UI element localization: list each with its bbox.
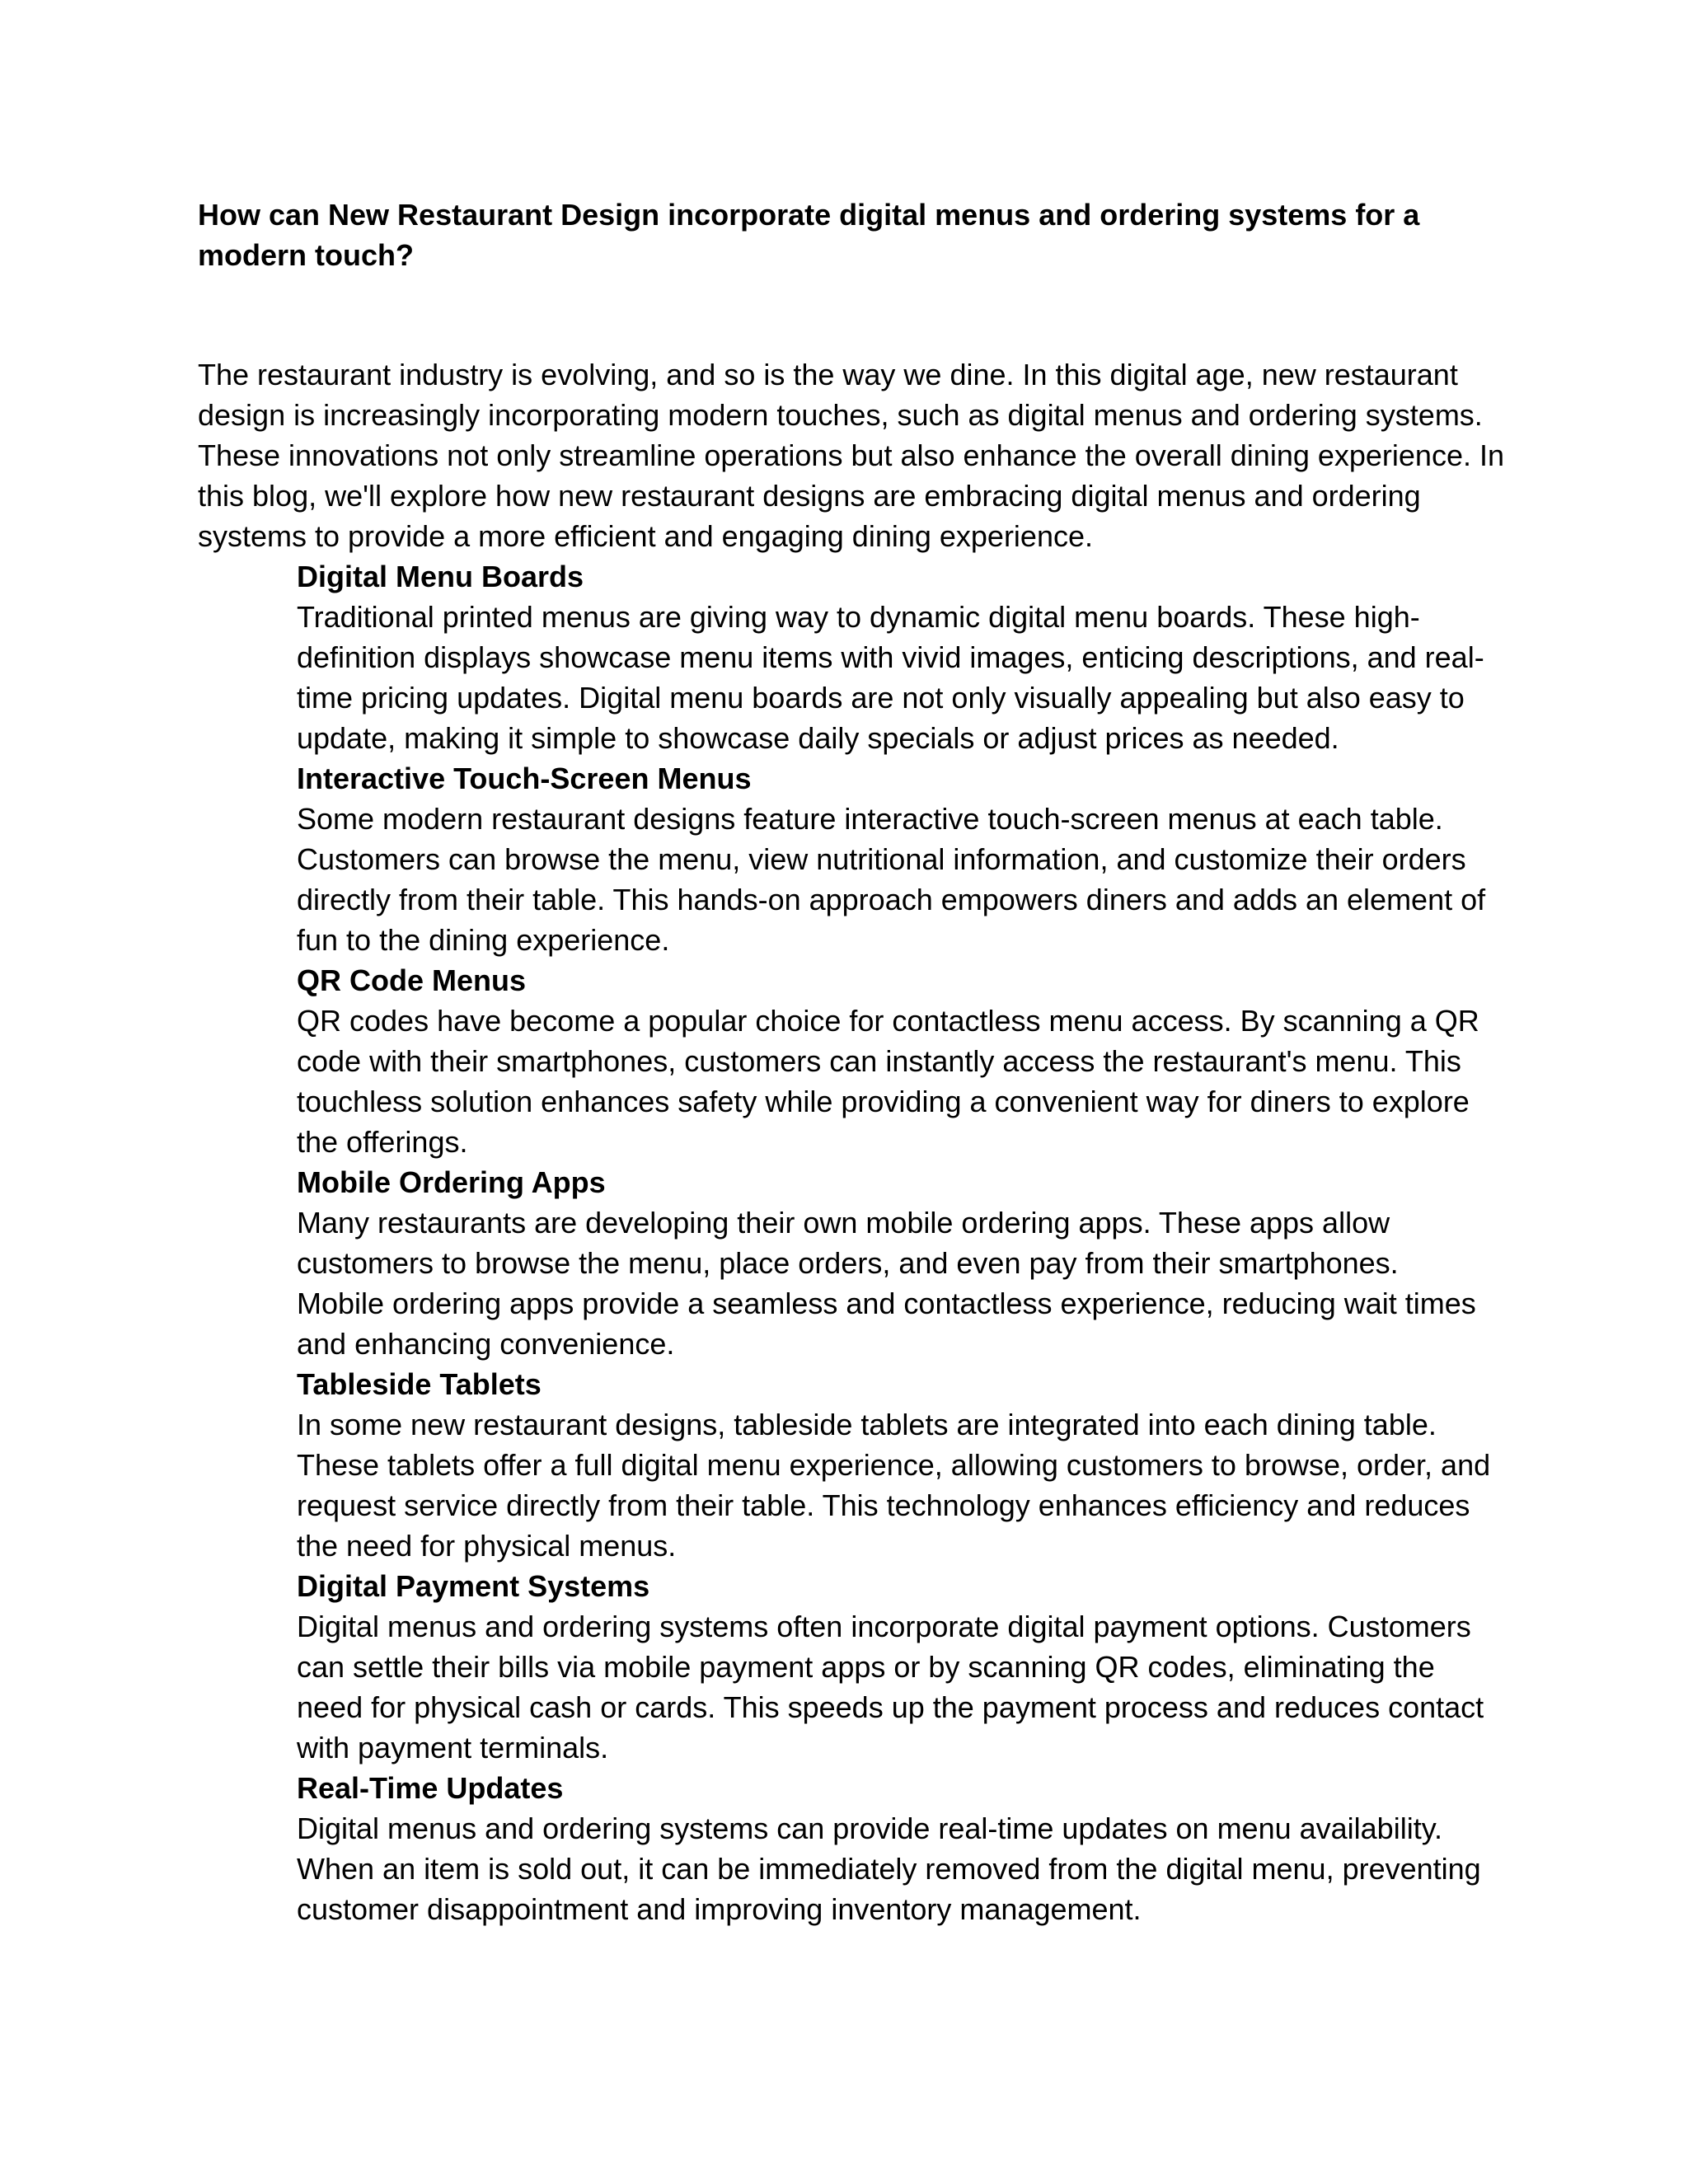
section-tableside-tablets bbox=[297, 1364, 1492, 1566]
section-qr-code-menus bbox=[297, 960, 1492, 1162]
document-title: How can New Restaurant Design incorporate digital menus and ordering systems for a modern touch? bbox=[198, 198, 1420, 272]
section-body: Some modern restaurant designs feature interactive touch-screen menus at each table. Customers can browse the menu, view nutritional information, and customize their orders directly from their table. This hands-on approach empowers diners and adds an element of fun to the dining experience. bbox=[297, 802, 1486, 957]
section-heading: Tableside Tablets bbox=[297, 1367, 542, 1401]
section-body: Digital menus and ordering systems can provide real-time updates on menu availability. When an item is sold out, it can be immediately removed from the digital menu, preventing customer disappointment and improving inventory management. bbox=[297, 1811, 1481, 1926]
section-body: Traditional printed menus are giving way to dynamic digital menu boards. These high-definition displays showcase menu items with vivid images, enticing descriptions, and real-time pricing updates. Digital menu boards are not only visually appealing but also easy to update, making it simple to showcase daily specials or adjust prices as needed. bbox=[297, 600, 1484, 755]
section-heading: Digital Payment Systems bbox=[297, 1569, 650, 1603]
section-digital-menu-boards bbox=[297, 556, 1492, 758]
section-digital-payment-systems bbox=[297, 1566, 1492, 1768]
section-body: Many restaurants are developing their own mobile ordering apps. These apps allow customers to browse the menu, place orders, and even pay from their smartphones. Mobile ordering apps provide a seamless and contactless experience, reducing wait times and enhancing convenience. bbox=[297, 1206, 1476, 1361]
section-heading: Digital Menu Boards bbox=[297, 560, 584, 593]
section-mobile-ordering-apps bbox=[297, 1162, 1492, 1364]
section-heading: Real-Time Updates bbox=[297, 1771, 564, 1805]
intro-paragraph: The restaurant industry is evolving, and so is the way we dine. In this digital age, new restaurant design is increasingly incorporating modern touches, such as digital menus and ordering systems. These innovations not only streamline operations but also enhance the overall dining experience. In this blog, we'll explore how new restaurant designs are embracing digital menus and ordering systems to provide a more efficient and engaging dining experience. bbox=[198, 358, 1505, 553]
section-body: Digital menus and ordering systems often incorporate digital payment options. Customers can settle their bills via mobile payment apps or by scanning QR codes, eliminating the need for physical cash or cards. This speeds up the payment process and reduces contact with payment terminals. bbox=[297, 1610, 1484, 1765]
section-heading: Interactive Touch-Screen Menus bbox=[297, 762, 752, 795]
section-body: In some new restaurant designs, tableside tablets are integrated into each dining table. These tablets offer a full digital menu experience, allowing customers to browse, order, and request service directly from their table. This technology enhances efficiency and reduces the need for physical menus. bbox=[297, 1408, 1491, 1563]
section-interactive-touch-screen-menus bbox=[297, 758, 1492, 960]
section-real-time-updates bbox=[297, 1768, 1492, 1929]
section-heading: Mobile Ordering Apps bbox=[297, 1165, 606, 1199]
section-heading: QR Code Menus bbox=[297, 963, 527, 997]
section-body: QR codes have become a popular choice for contactless menu access. By scanning a QR code with their smartphones, customers can instantly access the restaurant's menu. This touchless solution enhances safety while providing a convenient way for diners to explore the offerings. bbox=[297, 1004, 1479, 1159]
section-list bbox=[297, 556, 1492, 1929]
